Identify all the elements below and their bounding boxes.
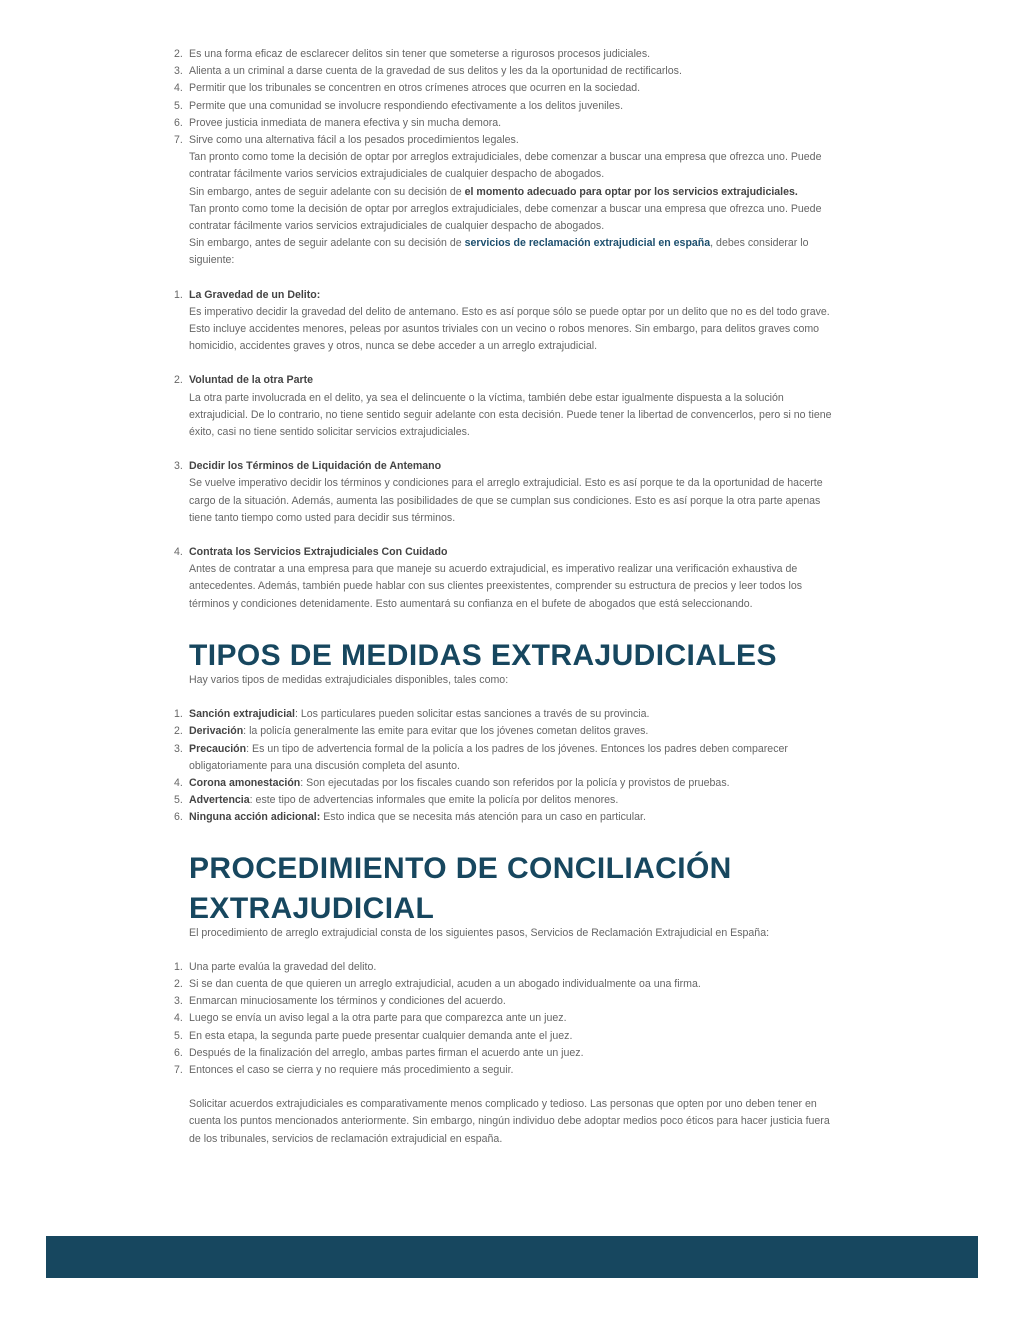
list-item: 4. Permitir que los tribunales se concentren en otros crímenes atroces que ocurren en la sociedad. [174,82,641,95]
measure-term: Derivación [189,725,244,738]
section-intro: El procedimiento de arreglo extrajudicial consta de los siguientes pasos, Servicios de Reclamación Extrajudicial en España: [189,926,770,939]
list-item: 3. Precaución: Es un tipo de advertencia formal de la policía a los padres de los jóvenes. Entonces los padres deben comparecer obligatoriamente para una discusión completa del asunto. [174,742,788,772]
list-item: 4. Contrata los Servicios Extrajudiciales Con Cuidado Antes de contratar a una empresa para que maneje su acuerdo extrajudicial, es imperativo realizar una verificación exhaustiva de antecedentes. Además, también puede hablar con sus clientes preexistentes, comprender su estructura de precios y leer todos los términos y condiciones detenidamente. Esto aumentará su confianza en el bufete de abogados que está seleccionando. [189,544,839,613]
list-item-text: Sirve como una alternativa fácil a los pesados procedimientos legales. [189,134,519,147]
list-item: 6. Después de la finalización del arreglo, ambas partes firman el acuerdo ante un juez. [174,1046,584,1059]
bold-phrase: el momento adecuado para optar por los servicios extrajudiciales. [464,185,798,198]
considerations-list [174,287,839,613]
list-item: 4. Luego se envía un aviso legal a la otra parte para que comparezca ante un juez. [174,1012,567,1025]
consideration-title: Voluntad de la otra Parte [189,374,314,387]
measure-term: Advertencia [189,794,250,807]
list-item: 6. Provee justicia inmediata de manera efectiva y sin mucha demora. [174,116,502,129]
list-item: 5. En esta etapa, la segunda parte puede presentar cualquier demanda ante el juez. [174,1029,573,1042]
measure-term: Corona amonestación [189,776,301,789]
list-item: 2. Es una forma eficaz de esclarecer delitos sin tener que someterse a rigurosos procesos judiciales. [174,48,651,60]
benefits-list [174,46,839,270]
consideration-body: Se vuelve imperativo decidir los términos y condiciones para el arreglo extrajudicial. Esto es así porque te da la oportunidad de hacerte cargo de la situación. Además, aumenta las posibilidades de que se cumplan sus condiciones. Esto es así porque la otra parte apenas tiene tanto tiempo como usted para decidir sus términos. [189,477,823,524]
closing-paragraph: Solicitar acuerdos extrajudiciales es comparativamente menos complicado y tedioso. Las personas que opten por uno deben tener en cuenta los puntos mencionados anteriormente. Sin embargo, ningún individuo debe adoptar medios poco éticos para hacer justicia fuera de los tribunales, servicios de reclamación extrajudicial en españa. [189,1098,830,1145]
list-item: 1. Sanción extrajudicial: Los particulares pueden solicitar estas sanciones a través de su provincia. [174,708,650,721]
list-item: 5. Permite que una comunidad se involucre respondiendo efectivamente a los delitos juveniles. [174,99,624,112]
list-item: 2. Derivación: la policía generalmente las emite para evitar que los jóvenes cometan delitos graves. [174,725,649,738]
list-item: 1. Una parte evalúa la gravedad del delito. [174,960,377,973]
footer-bar [46,1236,978,1278]
list-item: 4. Corona amonestación: Son ejecutadas por los fiscales cuando son referidos por la policía y provistos de pruebas. [174,776,730,789]
list-item: 3. Alienta a un criminal a darse cuenta de la gravedad de sus delitos y les da la oportunidad de rectificarlos. [174,65,682,78]
paragraph: Tan pronto como tome la decisión de optar por arreglos extrajudiciales, debe comenzar a buscar una empresa que ofrezca uno. Puede contratar fácilmente varios servicios extrajudiciales de cualquier despacho de abogados. [189,202,822,233]
list-item: 1. La Gravedad de un Delito: Es imperativo decidir la gravedad del delito de antemano. Esto es así porque sólo se puede optar por un delito que no es del todo grave. Esto incluye accidentes menores, peleas por asuntos triviales con un vecino o robos menores. Sin embargo, para delitos graves como homicidio, accidentes graves y otros, nunca se debe acceder a un arreglo extrajudicial. [189,287,839,356]
measure-term: Sanción extrajudicial [189,708,295,721]
list-item-text: Permite que una comunidad se involucre respondiendo efectivamente a los delitos juveniles. [189,99,624,112]
list-item: 6. Ninguna acción adicional: Esto indica que se necesita más atención para un caso en particular. [174,811,646,824]
consideration-body: Antes de contratar a una empresa para que maneje su acuerdo extrajudicial, es imperativo realizar una verificación exhaustiva de antecedentes. Además, también puede hablar con sus clientes preexistentes, comprender su estructura de precios y leer todos los términos y condiciones detenidamente. Esto aumentará su confianza en el bufete de abogados que está seleccionando. [189,563,803,610]
list-item-text: Es una forma eficaz de esclarecer delitos sin tener que someterse a rigurosos procesos judiciales. [189,48,651,60]
article-content [0,46,1024,1148]
list-item: 2. Si se dan cuenta de que quieren un arreglo extrajudicial, acuden a un abogado individualmente oa una firma. [174,977,701,990]
section-intro: Hay varios tipos de medidas extrajudiciales disponibles, tales como: [189,673,509,686]
list-item-text: Alienta a un criminal a darse cuenta de la gravedad de sus delitos y les da la oportunidad de rectificarlos. [189,65,682,78]
paragraph: Tan pronto como tome la decisión de optar por arreglos extrajudiciales, debe comenzar a buscar una empresa que ofrezca uno. Puede contratar fácilmente varios servicios extrajudiciales de cualquier despacho de abogados. [189,151,822,181]
paragraph: Sin embargo, antes de seguir adelante con su decisión de el momento adecuado para optar por los servicios extrajudiciales. [189,185,798,198]
list-item: 7. Entonces el caso se cierra y no requiere más procedimiento a seguir. [174,1063,514,1076]
list-item-text: Permitir que los tribunales se concentren en otros crímenes atroces que ocurren en la sociedad. [189,82,641,95]
paragraph: Sin embargo, antes de seguir adelante con su decisión de servicios de reclamación extrajudicial en españa, debes considerar lo siguiente: [189,237,809,267]
section-heading-tipos: TIPOS DE MEDIDAS EXTRAJUDICIALES [189,638,777,672]
consideration-body: Es imperativo decidir la gravedad del delito de antemano. Esto es así porque sólo se puede optar por un delito que no es del todo grave. Esto incluye accidentes menores, peleas por asuntos triviales con un vecino o robos menores. Sin embargo, para delitos graves como homicidio, accidentes graves y otros, nunca se debe acceder a un arreglo extrajudicial. [189,305,830,353]
list-item-text: Provee justicia inmediata de manera efectiva y sin mucha demora. [189,116,502,129]
consideration-body: La otra parte involucrada en el delito, ya sea el delincuente o la víctima, también debe estar igualmente dispuesta a la solución extrajudicial. De lo contrario, no tiene sentido seguir adelante con esta decisión. Puede tener la libertad de convencerlos, pero si no tiene éxito, casi no tiene sentido solicitar servicios extrajudiciales. [189,391,832,439]
list-item: 3. Enmarcan minuciosamente los términos y condiciones del acuerdo. [174,995,506,1008]
section-heading-procedimiento: PROCEDIMIENTO DE CONCILIACIÓN EXTRAJUDICIAL [189,851,732,925]
consideration-title: Contrata los Servicios Extrajudiciales Con Cuidado [189,546,448,559]
measure-term: Precaución [189,742,247,755]
list-item: 7. Sirve como una alternativa fácil a los pesados procedimientos legales. Tan pronto como tome la decisión de optar por arreglos extrajudiciales, debe comenzar a buscar una empresa que ofrezca uno. Puede contratar fácilmente varios servicios extrajudiciales de cualquier despacho de abogados. Sin embargo, antes de seguir adelante con su decisión de el momento adecuado para optar por los servicios extrajudiciales. Tan pronto como tome la decisión de optar por arreglos extrajudiciales, debe comenzar a buscar una empresa que ofrezca uno. Puede contratar fácilmente varios servicios extrajudiciales de cualquier despacho de abogados. Sin embargo, antes de seguir adelante con su decisión de servicios de reclamación extrajudicial en españa, debes considerar lo siguiente: [189,132,839,270]
article-column [174,46,839,1148]
procedure-steps-list [174,959,839,1079]
consideration-title: La Gravedad de un Delito: [189,288,321,301]
services-link[interactable]: servicios de reclamación extrajudicial en españa [464,237,711,250]
measure-term: Ninguna acción adicional: [189,811,321,824]
measures-list [174,706,839,826]
list-item: 5. Advertencia: este tipo de advertencias informales que emite la policía por delitos menores. [174,794,619,807]
consideration-title: Decidir los Términos de Liquidación de Antemano [189,460,442,473]
list-item: 2. Voluntad de la otra Parte La otra parte involucrada en el delito, ya sea el delincuente o la víctima, también debe estar igualmente dispuesta a la solución extrajudicial. De lo contrario, no tiene sentido seguir adelante con esta decisión. Puede tener la libertad de convencerlos, pero si no tiene éxito, casi no tiene sentido solicitar servicios extrajudiciales. [189,372,839,441]
list-item: 3. Decidir los Términos de Liquidación de Antemano Se vuelve imperativo decidir los términos y condiciones para el arreglo extrajudicial. Esto es así porque te da la oportunidad de hacerte cargo de la situación. Además, aumenta las posibilidades de que se cumplan sus condiciones. Esto es así porque la otra parte apenas tiene tanto tiempo como usted para decidir sus términos. [189,458,839,527]
